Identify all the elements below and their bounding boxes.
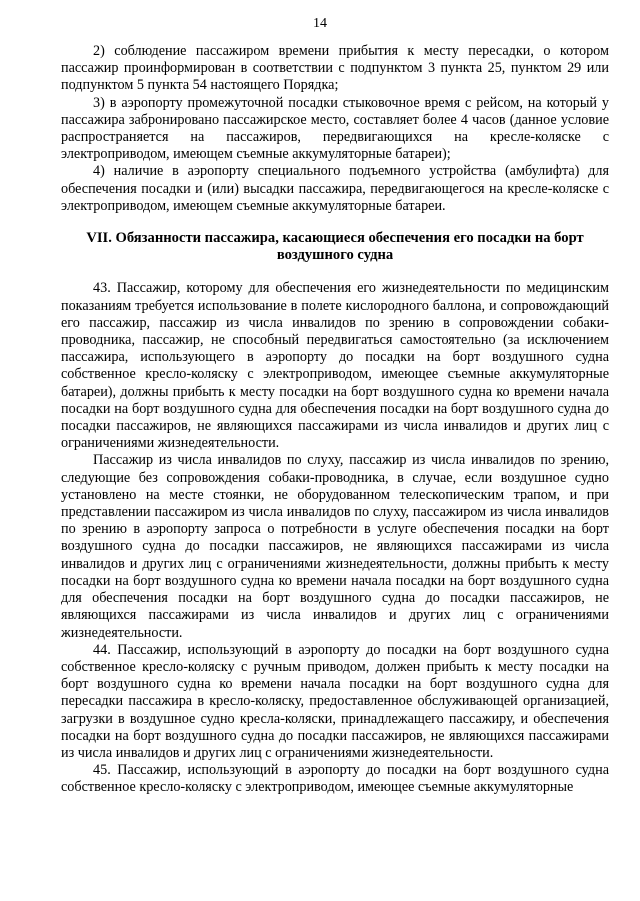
paragraph-43-continued: Пассажир из числа инвалидов по слуху, пассажир из числа инвалидов по зрению, следующие без сопровождения собаки-проводника, в случае, если воздушное судно установлено на месте стоянки, не оборудованном телескопическим трапом, и при представлении пассажиром из числа инвалидов по слуху, пассажиром из числа инвалидов по зрению в аэропорту запроса о потребности в услуге обеспечения посадки на борт воздушного судна до посадки пассажиров, не являющихся пассажирами из числа инвалидов и других лиц с ограничениями жизнедеятельности, должны прибыть к месту посадки на борт воздушного судна ко времени начала посадки на борт воздушного судна для обеспечения посадки на борт воздушного судна до посадки пассажиров, не являющихся пассажирами из числа инвалидов и других лиц с ограничениями жизнедеятельности. xyxy=(61,452,609,641)
document-body xyxy=(61,43,609,797)
paragraph-43: 43. Пассажир, которому для обеспечения его жизнедеятельности по медицинским показаниям требуется использование в полете кислородного баллона, и сопровождающий его пассажир, пассажир из числа инвалидов по зрению в сопровождении собаки-проводника, пассажир, не способный передвигаться самостоятельно (за исключением пассажира, использующего в аэропорту до посадки на борт воздушного судна собственное кресло-коляску с электроприводом, имеющее съемные аккумуляторные батареи), должны прибыть к месту посадки на борт воздушного судна ко времени начала посадки на борт воздушного судна для обеспечения посадки на борт воздушного судна до посадки пассажиров, не являющихся пассажирами из числа инвалидов и других лиц с ограничениями жизнедеятельности. xyxy=(61,280,609,452)
paragraph-item-2: 2) соблюдение пассажиром времени прибытия к месту пересадки, о котором пассажир проинформирован в соответствии с подпунктом 3 пункта 25, пунктом 29 или подпунктом 5 пункта 54 настоящего Порядка; xyxy=(61,43,609,94)
paragraph-45: 45. Пассажир, использующий в аэропорту до посадки на борт воздушного судна собственное кресло-коляску с электроприводом, имеющее съемные аккумуляторные xyxy=(61,762,609,796)
paragraph-44: 44. Пассажир, использующий в аэропорту до посадки на борт воздушного судна собственное кресло-коляску с ручным приводом, должен прибыть к месту посадки на борт воздушного судна ко времени начала посадки на борт воздушного судна для пересадки пассажира в кресло-коляску, предоставленное обслуживающей организацией, загрузки в воздушное судно кресла-коляски, принадлежащего пассажиру, и обеспечения посадки на борт воздушного судна до посадки пассажиров, не являющихся пассажирами из числа инвалидов и других лиц с ограничениями жизнедеятельности. xyxy=(61,641,609,761)
paragraph-item-3: 3) в аэропорту промежуточной посадки стыковочное время с рейсом, на который у пассажира забронировано пассажирское место, составляет более 4 часов (данное условие распространяется на пассажиров, передвигающихся на кресле-коляске с электроприводом, имеющем съемные аккумуляторные батареи); xyxy=(61,94,609,163)
paragraph-item-4: 4) наличие в аэропорту специального подъемного устройства (амбулифта) для обеспечения посадки и (или) высадки пассажира, передвигающегося на кресле-коляске с электроприводом, имеющем съемные аккумуляторные батареи. xyxy=(61,163,609,214)
section-heading: VII. Обязанности пассажира, касающиеся обеспечения его посадки на борт воздушного судна xyxy=(86,230,584,264)
page-number: 14 xyxy=(313,16,327,31)
